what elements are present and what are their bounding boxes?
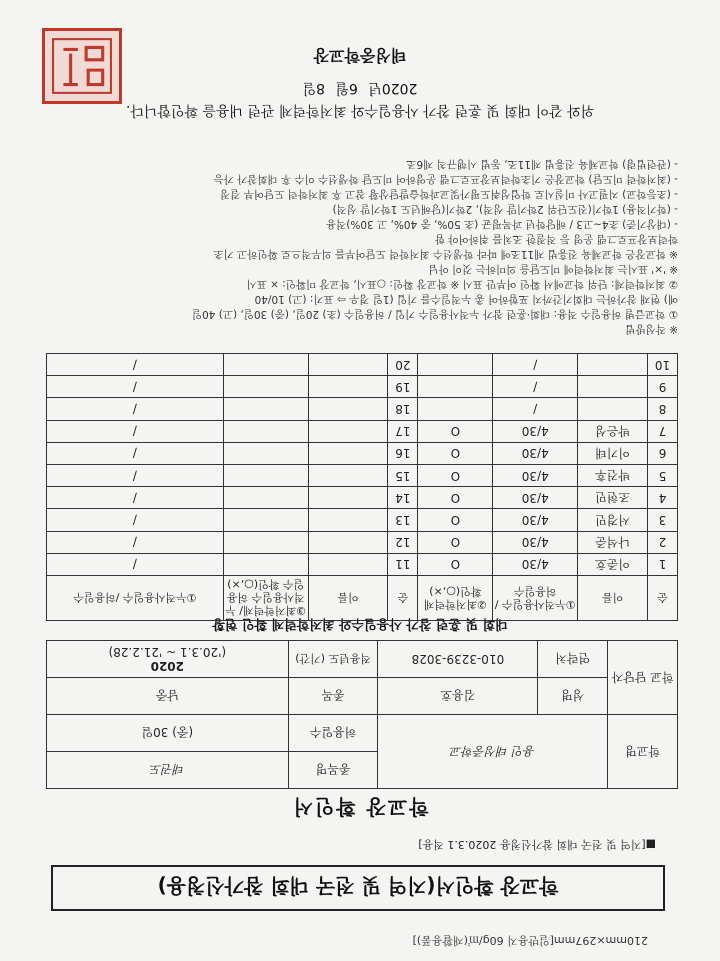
issue-date: 2020년 6월 8일 — [302, 80, 418, 96]
school-label: 학교명 — [608, 715, 678, 789]
academic-check-2 — [223, 376, 308, 398]
sport-label: 종목명 — [288, 752, 378, 789]
col-no: 순 — [648, 576, 678, 621]
used-days: 4/30 — [493, 553, 578, 575]
row-no: 8 — [648, 398, 678, 420]
academic-check-2 — [223, 531, 308, 553]
allowed-days-label: 허용일수 — [288, 715, 378, 752]
instruction-line: ② 최저학력제: 단위 학교에서 확인 여부만 표시 ※ 학교장 확인: ○표시, 학교장 미확인: × 표시 — [246, 278, 678, 290]
used-days-2: / — [47, 487, 224, 509]
used-days: 4/30 — [493, 487, 578, 509]
col-check: ②최저학력제 확인(○,×) — [418, 576, 493, 621]
seal-icon — [51, 37, 113, 95]
student-name-2 — [308, 531, 388, 553]
instruction-line: ※ 학교장은 학교체육 진흥법 제11조에 따라 학생선수 최저학력 도달여부를 의무적으로 확인하고 기초 — [213, 248, 678, 260]
table-row — [47, 376, 678, 398]
manager-name-label: 성명 — [538, 678, 608, 715]
table-row — [47, 354, 678, 376]
table-row — [47, 531, 678, 553]
manager-label: 학교 담당자 — [608, 641, 678, 715]
table-row — [47, 420, 678, 442]
student-name-2 — [308, 376, 388, 398]
row-no-2: 12 — [388, 531, 418, 553]
manager-name: 김용호 — [378, 678, 538, 715]
period-label: 적용년도 (기간) — [288, 641, 378, 678]
instruction-line: - (최저학력 미도달) 학교장은 기초학력보장프로그램 운영하여 미도달 학생선수 이수 후 대회참가 가능 — [213, 173, 678, 185]
academic-check-2 — [223, 553, 308, 575]
row-no-2: 19 — [388, 376, 418, 398]
academic-check: O — [418, 487, 493, 509]
used-days-2: / — [47, 354, 224, 376]
row-no: 1 — [648, 553, 678, 575]
table-row — [47, 509, 678, 531]
used-days-2: / — [47, 509, 224, 531]
writing-instructions — [38, 156, 678, 336]
instruction-line: - (초등학교) 지필고사 미실시로 학업성취도평가및교과학습발달상황 참고 후 최저학력 도달여부 결정 — [220, 188, 678, 200]
student-name-2 — [308, 553, 388, 575]
academic-check: O — [418, 442, 493, 464]
table-row — [47, 398, 678, 420]
used-days: 4/30 — [493, 509, 578, 531]
table-row — [47, 487, 678, 509]
table-row — [47, 442, 678, 464]
instruction-line: ① 학교급별 허용일수 적용: 대회·훈련 참가 누적사용일수 기입 / 허용일수 (초) 20일, (중) 30일, (고) 40일 — [191, 308, 678, 320]
academic-check-2 — [223, 442, 308, 464]
academic-check: O — [418, 553, 493, 575]
sport-value: 태권도 — [47, 752, 289, 789]
student-name: 박건후 — [578, 465, 648, 487]
row-no: 6 — [648, 442, 678, 464]
student-name: 박은성 — [578, 420, 648, 442]
row-no: 3 — [648, 509, 678, 531]
period-range: ('20.3.1 ~ '21.2.28) — [108, 645, 227, 659]
allowed-days-value: (중) 30일 — [47, 715, 289, 752]
manager-position-label: 종목 — [288, 678, 378, 715]
school-name: 용인 태성중학교 — [378, 715, 608, 789]
row-no-2: 18 — [388, 398, 418, 420]
period-year: 2020 — [150, 659, 185, 673]
row-no-2: 16 — [388, 442, 418, 464]
instruction-line: - (대상기준) 초4~고3 / 해당학년 과목평균 (초 50%, 중 40%, 고 30%)적용 — [326, 218, 678, 230]
paper-spec-note: 210mm×297mm[일반용지 60g/㎡(재활용품)] — [412, 934, 648, 947]
col-check-2: ③최저학력제/ 누적사용일수 허용일수 확인(○,×) — [223, 576, 308, 621]
form-version-note: ■[지역 및 전국 대회 참가신청용 2020.3.1 적용] — [418, 838, 656, 851]
academic-check — [418, 398, 493, 420]
academic-check-2 — [223, 354, 308, 376]
row-no: 2 — [648, 531, 678, 553]
used-days-2: / — [47, 376, 224, 398]
contact-value: 010-3239-3028 — [378, 641, 538, 678]
instruction-line: 예) 현재 참가하는 대회기간까지 포함하여 총 누적일수를 기입 (1일 경우 ⇨ 표기: (고) 10/40 — [254, 293, 678, 305]
used-days-2: / — [47, 442, 224, 464]
instruction-line: ※ '×' 표시는 최저학력에 미도달을 의미하는 것이 아님 — [428, 263, 678, 275]
used-days: / — [493, 376, 578, 398]
col-name: 이름 — [578, 576, 648, 621]
academic-check-2 — [223, 465, 308, 487]
row-no: 4 — [648, 487, 678, 509]
used-days: 4/30 — [493, 465, 578, 487]
row-no-2: 17 — [388, 420, 418, 442]
academic-check — [418, 376, 493, 398]
student-name: 이기태 — [578, 442, 648, 464]
student-name-2 — [308, 398, 388, 420]
student-name: 이준호 — [578, 553, 648, 575]
roster-title: 대회 및 훈련 참가 사용일수와 최저학력제 확인 현황 — [212, 616, 508, 631]
used-days-2: / — [47, 420, 224, 442]
used-days-2: / — [47, 465, 224, 487]
used-days: / — [493, 354, 578, 376]
instruction-line: - (관련법령) 학교체육 진흥법 제11조, 동법 시행규칙 제6조 — [406, 158, 678, 170]
academic-check — [418, 354, 493, 376]
student-name: 서경민 — [578, 509, 648, 531]
student-name — [578, 354, 648, 376]
instruction-line: - (학기적용) 1학기(진도단위 2학기말 성적), 2학기(당해년도 1학기말 성적) — [332, 203, 678, 215]
used-days: 4/30 — [493, 420, 578, 442]
period-value — [47, 641, 289, 678]
official-seal-stamp — [42, 28, 122, 104]
academic-check-2 — [223, 509, 308, 531]
student-name-2 — [308, 509, 388, 531]
col-days-2: ①누적사용일수 /허용일수 — [47, 576, 224, 621]
student-name — [578, 398, 648, 420]
academic-check: O — [418, 465, 493, 487]
used-days: 4/30 — [493, 442, 578, 464]
row-no-2: 11 — [388, 553, 418, 575]
row-no: 5 — [648, 465, 678, 487]
academic-check-2 — [223, 420, 308, 442]
student-name — [578, 376, 648, 398]
used-days-2: / — [47, 398, 224, 420]
row-no: 10 — [648, 354, 678, 376]
academic-check: O — [418, 531, 493, 553]
student-name-2 — [308, 442, 388, 464]
student-name-2 — [308, 465, 388, 487]
academic-check: O — [418, 420, 493, 442]
row-no-2: 14 — [388, 487, 418, 509]
student-name-2 — [308, 354, 388, 376]
academic-check-2 — [223, 487, 308, 509]
student-name-2 — [308, 420, 388, 442]
student-name-2 — [308, 487, 388, 509]
instruction-line: 학력보장프로그램 운영 등 적절한 조치를 취하여야 함 — [434, 233, 678, 245]
table-row — [47, 465, 678, 487]
row-no-2: 15 — [388, 465, 418, 487]
used-days: / — [493, 398, 578, 420]
row-no-2: 20 — [388, 354, 418, 376]
col-days: ①누적사용일수 /허용일수 — [493, 576, 578, 621]
used-days-2: / — [47, 553, 224, 575]
table-row — [47, 553, 678, 575]
row-no: 9 — [648, 376, 678, 398]
col-no-2: 순 — [388, 576, 418, 621]
col-name-2: 이름 — [308, 576, 388, 621]
page-title: 학교장 확인서 — [291, 795, 429, 819]
used-days: 4/30 — [493, 531, 578, 553]
form-title: 학교장 확인서(지역 및 전국 대회 참가신청용) — [51, 865, 665, 911]
contact-label: 연락처 — [538, 641, 608, 678]
row-no: 7 — [648, 420, 678, 442]
academic-check: O — [418, 509, 493, 531]
principal-signature: 태성중학교장 — [313, 46, 407, 65]
instruction-line: ※ 작성방법 — [625, 323, 678, 335]
row-no-2: 13 — [388, 509, 418, 531]
student-name: 조현민 — [578, 487, 648, 509]
student-roster-table — [46, 353, 678, 621]
school-info-table — [46, 640, 678, 789]
used-days-2: / — [47, 531, 224, 553]
manager-position: 남중 — [47, 678, 289, 715]
closing-statement: 위와 같이 대회 및 훈련 참가 사용일수와 최저학력제 관련 내용을 확인합니다. — [125, 102, 595, 118]
academic-check-2 — [223, 398, 308, 420]
student-name: 나석준 — [578, 531, 648, 553]
